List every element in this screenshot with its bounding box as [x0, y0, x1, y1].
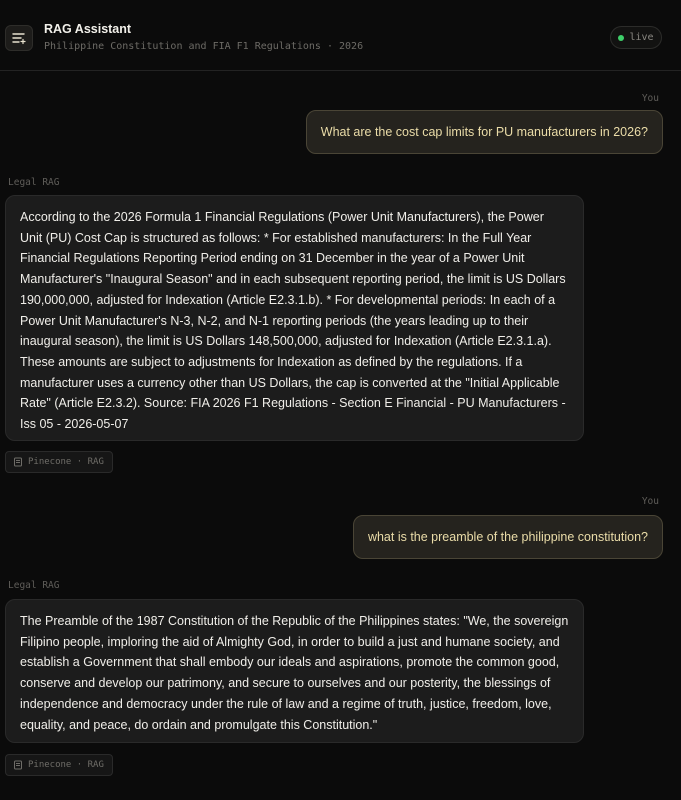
source-chip[interactable]	[5, 754, 113, 776]
status-badge	[610, 26, 662, 49]
chat-lines-icon	[12, 31, 26, 45]
message-sender: Legal RAG	[8, 177, 60, 188]
source-chip[interactable]	[5, 451, 113, 473]
app-subtitle: Philippine Constitution and FIA F1 Regulations · 2026	[44, 41, 364, 52]
header	[0, 0, 681, 71]
assistant-message: According to the 2026 Formula 1 Financial Regulations (Power Unit Manufacturers), the Power Unit (PU) Cost Cap is structured as follows: * For established manufacturers: In the Full Year Financial Regulations Reporting Period ending on 31 December in the year of a Power Unit Manufacturer's "Inaugural Season" and in each subsequent reporting period, the limit is US Dollars 190,000,000, adjusted for Indexation (Article E2.3.1.b). * For developmental periods: In each of a Power Unit Manufacturer's N-3, N-2, and N-1 reporting periods (the years leading up to their inaugural season), the limit is US Dollars 148,500,000, adjusted for Indexation (Article E2.3.1.a). These amounts are subject to adjustments for Indexation as defined by the regulations. If a manufacturer uses a currency other than US Dollars, the cap is converted at the "Initial Applicable Rate" (Article E2.3.2). Source: FIA 2026 F1 Regulations - Section E Financial - PU Manufacturers - Iss 05 - 2026-05-07	[5, 195, 584, 441]
document-icon	[13, 457, 23, 467]
source-label: Pinecone · RAG	[28, 760, 104, 770]
app-title: RAG Assistant	[44, 22, 132, 36]
message-sender: You	[641, 93, 659, 104]
status-text: live	[629, 32, 654, 43]
live-dot-icon	[618, 35, 624, 41]
menu-button[interactable]	[5, 25, 33, 51]
document-icon	[13, 760, 23, 770]
user-message: What are the cost cap limits for PU manufacturers in 2026?	[306, 110, 663, 154]
source-label: Pinecone · RAG	[28, 457, 104, 467]
user-message: what is the preamble of the philippine constitution?	[353, 515, 663, 559]
message-sender: You	[641, 496, 659, 507]
message-sender: Legal RAG	[8, 580, 60, 591]
assistant-message: The Preamble of the 1987 Constitution of the Republic of the Philippines states: "We, the sovereign Filipino people, imploring the aid of Almighty God, in order to build a just and humane society, and establish a Government that shall embody our ideals and aspirations, promote the common good, conserve and develop our patrimony, and secure to ourselves and our posterity, the blessings of independence and democracy under the rule of law and a regime of truth, justice, freedom, love, equality, and peace, do ordain and promulgate this Constitution."	[5, 599, 584, 743]
